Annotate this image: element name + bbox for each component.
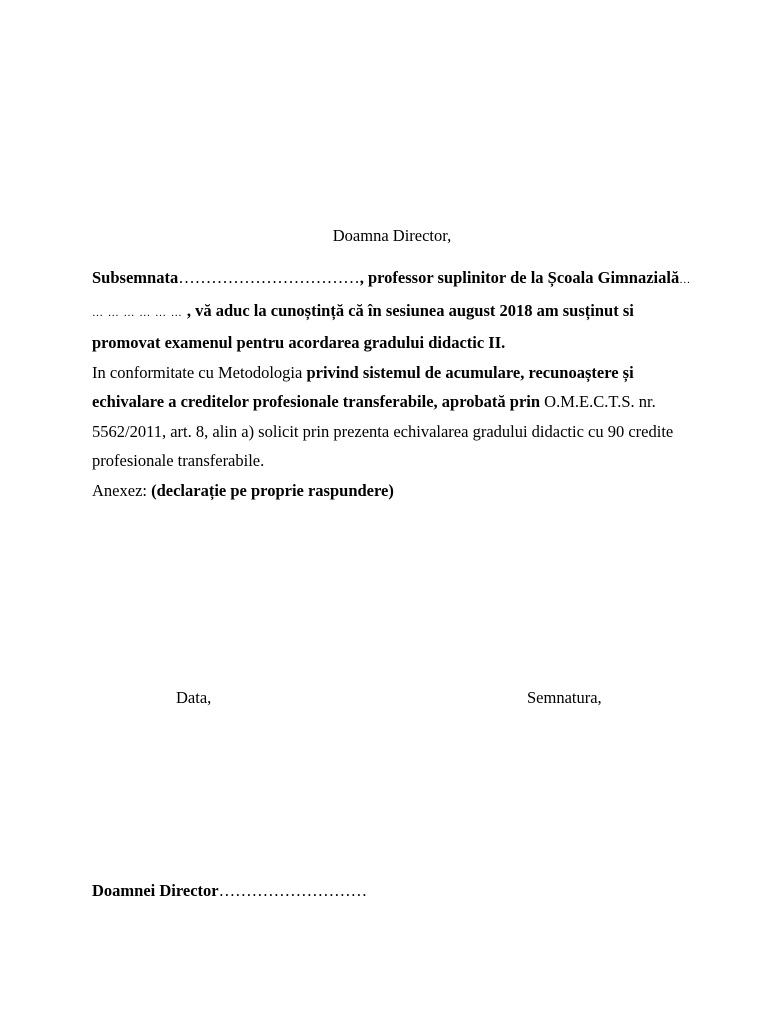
paragraph-request	[92, 358, 692, 476]
annex-value: (declarație pe proprie raspundere)	[151, 480, 394, 500]
request-text: O.M.E.C.T.S. nr. 5562/2011, art. 8, alin a) solicit prin prezenta echivalarea gradului didactic cu 90 credite profesionale transferabile.	[92, 392, 674, 470]
subsemnata-label: Subsemnata	[92, 268, 179, 287]
date-label: Data,	[176, 688, 212, 707]
exam-statement-text: , vă aduc la cunoștință că în sesiunea august 2018 am susținut si promovat examenul pentru acordarea gradului didactic II.	[92, 300, 634, 352]
annex-label: Anexez:	[92, 480, 152, 500]
signature-label: Semnatura,	[527, 688, 602, 707]
addressee-label: Doamnei Director	[92, 881, 219, 900]
addressee	[92, 881, 367, 901]
paragraph-declaration	[92, 263, 692, 358]
salutation: Doamna Director,	[332, 226, 452, 245]
teacher-school-text: , professor suplinitor de la Școala Gimnazială	[359, 268, 680, 287]
name-placeholder-dots: ……………………………	[178, 268, 360, 287]
methodology-intro: In conformitate cu Metodologia	[92, 362, 307, 382]
paragraph-annex	[92, 476, 692, 506]
methodology-title: privind sistemul de acumulare, recunoaștere și echivalare a creditelor profesionale transferabile, aprobată prin	[92, 362, 634, 411]
addressee-dots: ………………………	[218, 881, 368, 900]
letter-body	[92, 263, 692, 505]
school-placeholder-dots: … … … … … … …	[92, 274, 692, 319]
